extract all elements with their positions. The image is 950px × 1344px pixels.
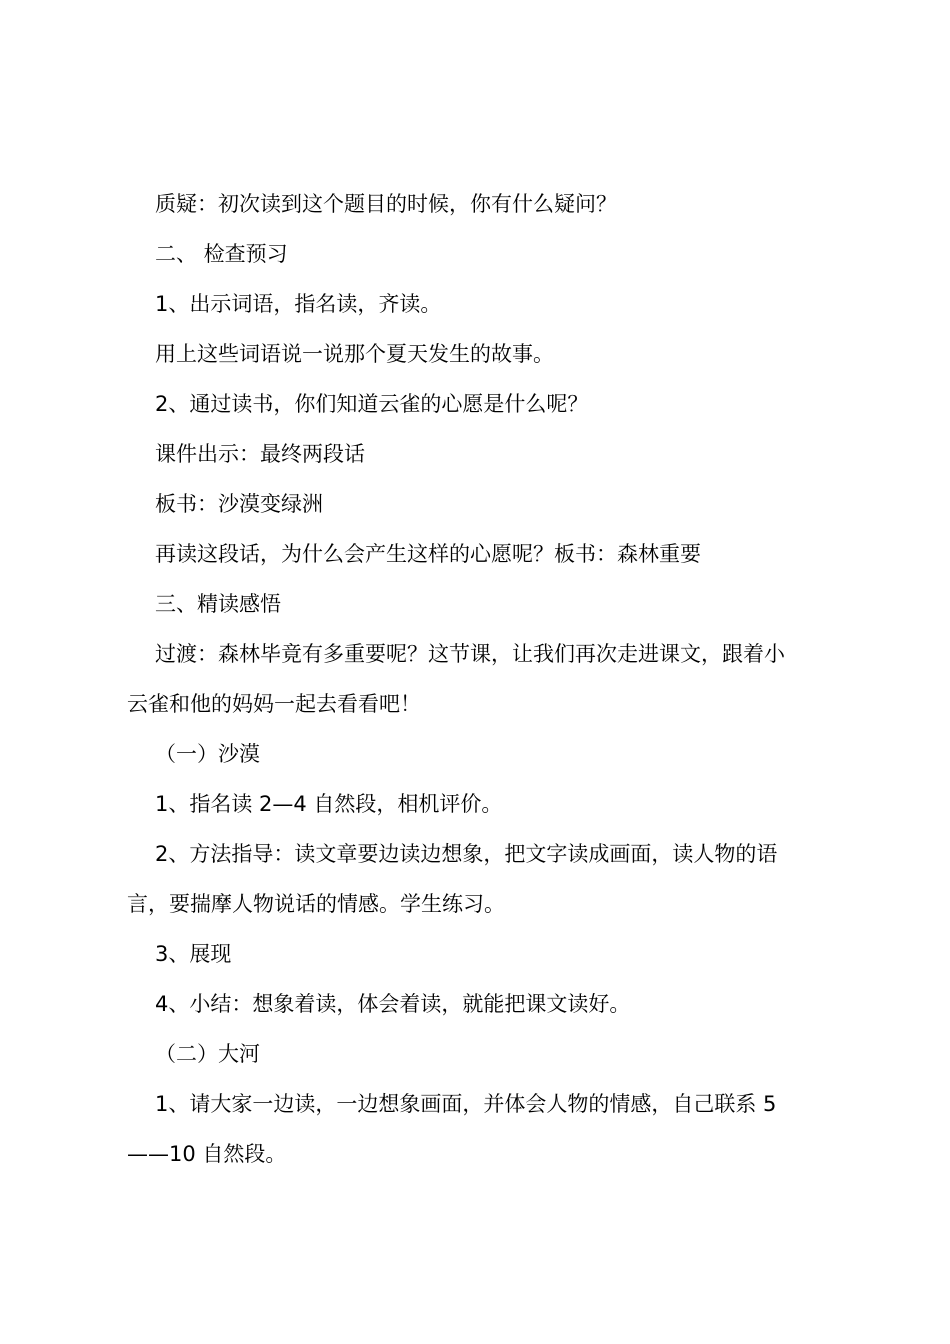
text-line-question: 质疑：初次读到这个题目的时候，你有什么疑问？ <box>155 192 617 216</box>
heading-check-preview: 二、 检查预习 <box>155 242 288 266</box>
text-line-transition: 过渡：森林毕竟有多重要呢？这节课，让我们再次走进课文，跟着小 <box>155 642 785 666</box>
text-line-board-desert: 板书：沙漠变绿洲 <box>155 492 323 516</box>
text-line-show-words: 1、出示词语，指名读，齐读。 <box>155 292 442 316</box>
heading-close-reading: 三、精读感悟 <box>155 592 281 616</box>
text-line-use-words: 用上这些词语说一说那个夏天发生的故事。 <box>155 342 554 366</box>
text-line-reread: 再读这段话，为什么会产生这样的心愿呢？板书：森林重要 <box>155 542 701 566</box>
text-line-courseware: 课件出示：最终两段话 <box>155 442 365 466</box>
text-line-lark-wish: 2、通过读书，你们知道云雀的心愿是什么呢？ <box>155 392 589 416</box>
text-line-read-imagine-cont: ——10 自然段。 <box>127 1142 287 1166</box>
text-line-read-paragraphs: 1、指名读 2—4 自然段，相机评价。 <box>155 792 503 816</box>
text-line-method-cont: 言，要揣摩人物说话的情感。学生练习。 <box>127 892 505 916</box>
text-line-transition-cont: 云雀和他的妈妈一起去看看吧！ <box>127 692 421 716</box>
subheading-desert: （一）沙漠 <box>155 742 260 766</box>
subheading-river: （二）大河 <box>155 1042 260 1066</box>
text-line-display: 3、展现 <box>155 942 232 966</box>
text-line-method: 2、方法指导：读文章要边读边想象，把文字读成画面，读人物的语 <box>155 842 778 866</box>
text-line-read-imagine: 1、请大家一边读，一边想象画面，并体会人物的情感，自己联系 5 <box>155 1092 777 1116</box>
text-line-summary: 4、小结：想象着读，体会着读，就能把课文读好。 <box>155 992 631 1016</box>
